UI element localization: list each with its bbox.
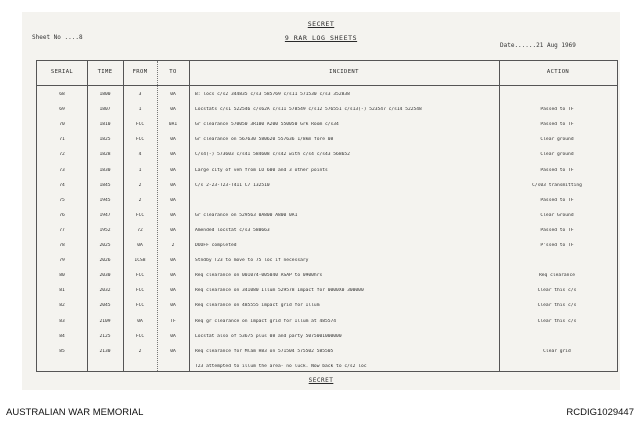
table-header-row [37,61,617,86]
cell-time: 2025 [99,243,111,248]
table-row [37,163,617,179]
log-sheet [22,12,620,390]
classification-bottom: SECRET [308,377,334,384]
archive-reference: RCDIG1029447 [566,407,634,418]
cell-action: Passed to TF [540,227,574,233]
table-row [37,147,617,163]
cell-incident: Locstat also of 53675 plus 08 and party 5075001000000 [195,333,342,339]
cell-time: 2030 [99,273,111,279]
cell-from: 0A [137,243,143,248]
cell-time: 1947 [99,212,111,218]
header-to: TO [169,69,177,75]
cell-serial: 83 [59,318,65,324]
table-row [37,87,617,103]
cell-from: FCC [135,303,145,309]
cell-incident: Gr clearance on 529563 0A800 A800 0A1 [195,212,298,218]
cell-from: 2 [138,348,142,354]
table-row [37,329,617,345]
header-from: FROM [132,69,148,75]
cell-action: Clear this c/s [537,318,577,324]
cell-to: 0A [170,258,176,264]
cell-from: 2 [138,197,142,203]
table-row [37,193,617,209]
cell-to: 0A [170,152,176,158]
cell-to: 0A [170,288,176,294]
cell-incident: Req clearance on 341080 Illum 529578 Impact for 0000X0 300000 [195,288,364,294]
cell-serial: 76 [59,212,65,218]
table-row [37,208,617,224]
document-title: 9 RAR LOG SHEETS [284,34,358,42]
table-row [37,268,617,284]
cell-from: ICS8 [134,258,146,264]
cell-incident: Req gr clearance on impact grid for Illum at 485574 [195,318,337,324]
cell-time: 2109 [99,318,111,324]
classification-top: SECRET [307,20,335,28]
table-row [37,238,617,254]
cell-from: FCC [135,137,145,143]
cell-time: 1845 [99,182,111,188]
table-row [37,283,617,299]
cell-serial: 77 [59,227,65,233]
date-label: Date...... [500,42,537,49]
cell-serial: 84 [59,333,65,339]
cell-from: FCC [135,212,145,218]
cell-incident: C/s4(-) 573603 c/s41 584608 c/s42 with c/s4 c/s43 568652 [195,152,350,158]
cell-action: Passed to TF [540,167,574,173]
cell-time: 1952 [99,227,111,233]
cell-to: 0A [170,107,176,113]
cell-to: 0A [170,273,176,279]
table-row [37,253,617,269]
cell-incident: C/s 2-23-T23-T411 C7 132510 [195,182,270,188]
cell-action: C/s03 transmitting [532,182,582,188]
cell-serial: 81 [59,288,65,294]
header-serial: SERIAL [50,69,74,75]
date-value: 21 Aug 1969 [536,42,576,49]
cell-serial: 82 [59,303,65,309]
cell-from: FCC [135,333,145,339]
cell-incident: Req clearance on 001074-005040 ASAP to 0900hrs [195,273,323,279]
cell-to: 0A [170,348,176,354]
table-row [37,298,617,314]
cell-serial: 70 [59,122,65,128]
cell-time: 1945 [99,197,111,203]
cell-serial: 80 [59,273,65,279]
cell-to: 0A [170,137,176,143]
sheet-number-value: 8 [78,34,83,41]
cell-serial: 74 [59,182,65,188]
cell-to: 0A [170,227,176,233]
cell-action: Clear this c/s [537,303,577,309]
cell-serial: 75 [59,197,65,203]
cell-time: 2026 [99,258,111,264]
table-row [37,117,617,133]
table-row [37,132,617,148]
cell-from: 0A [137,318,143,324]
cell-to: 0A [170,92,176,97]
cell-to: 0A [170,333,176,339]
cell-to: 0A1 [168,122,178,128]
cell-to: TF [170,318,176,324]
header-action: ACTION [546,69,570,75]
cell-action: Req clearance [539,273,575,279]
cell-serial: 85 [59,348,65,354]
cell-action: Passed to TF [540,122,574,128]
cell-incident: Locstats c/s1 522546 c/s62A c/s11 578549 c/s12 576551 c/s13(-) 523547 c/s14 522548 [195,107,422,113]
cell-to: 0A [170,303,176,309]
cell-incident: Req clearance for Mlam H83 on 571504 575502 585505 [195,348,334,354]
cell-time: 2045 [99,303,111,309]
cell-serial: 69 [59,107,65,113]
cell-from: 4 [138,152,142,158]
cell-time: 2032 [99,288,111,294]
cell-time: 1828 [99,152,111,158]
cell-from: 2 [138,182,142,188]
cell-from: 72 [137,227,143,233]
table-row [37,102,617,118]
cell-from: 3 [138,92,142,97]
cell-action: Passed to TF [540,197,574,203]
sheet-number-label: Sheet No .... [32,34,79,41]
cell-incident: Gr clearance 570050 3R100 A200 550050 Grk Room c/s34 [195,122,339,128]
cell-incident: Amended locstat c/s3 580663 [195,227,270,233]
cell-incident: Gr clearance on 567630 580620 557636 1/8km fore 08 [195,137,334,143]
cell-incident: B: locs c/s2 344835 c/s3 585769 c/s11 571530 c/s3 352838 [195,92,350,97]
cell-serial: 71 [59,137,65,143]
header-time: TIME [97,69,113,75]
cell-action: Clear grid [543,348,571,354]
cell-time: 1810 [99,122,111,128]
cell-serial: 68 [59,92,65,97]
table-row [37,178,617,194]
cell-from: FCC [135,273,145,279]
table-row [37,223,617,239]
sheet-date [500,42,576,49]
cell-action: Clear ground [540,152,574,158]
cell-time: 2125 [99,333,111,339]
cell-to: 0A [170,212,176,218]
cell-action: Clear this c/s [537,288,577,294]
cell-time: 1825 [99,137,111,143]
cell-action: Clear ground [540,137,574,143]
cell-incident: Stndby T23 to move to 75 loc if necessary [195,258,309,264]
table-row [37,314,617,330]
cell-to: 0A [170,197,176,203]
cell-from: 1 [138,167,142,173]
cell-action: Passed to TF [540,107,574,113]
cell-incident: T23 attempted to illum the area- no luck. Now back to c/s2 loc [195,363,367,369]
cell-incident: Large city of veh from LO 600 and 3 other points [195,167,328,173]
cell-time: 1800 [99,92,111,97]
cell-from: FCC [135,288,145,294]
cell-serial: 72 [59,152,65,158]
cell-incident: DUOFF completed [195,243,237,248]
log-table [36,60,618,372]
cell-time: 2130 [99,348,111,354]
cell-serial: 78 [59,243,65,248]
table-row [37,344,617,360]
cell-to: 2 [171,243,175,248]
header-incident: INCIDENT [329,69,359,75]
cell-time: 1830 [99,167,111,173]
cell-serial: 79 [59,258,65,264]
cell-to: 0A [170,167,176,173]
cell-time: 1807 [99,107,111,113]
cell-action: Clear Ground [540,212,574,218]
cell-from: 1 [138,107,142,113]
table-row [37,359,617,375]
cell-to: 0A [170,182,176,188]
cell-action: P'ssed to TF [540,243,574,248]
cell-from: FCC [135,122,145,128]
cell-incident: Req clearance on 485555 impact grid for Illum [195,303,320,309]
archive-caption: AUSTRALIAN WAR MEMORIAL [6,407,144,418]
cell-serial: 73 [59,167,65,173]
